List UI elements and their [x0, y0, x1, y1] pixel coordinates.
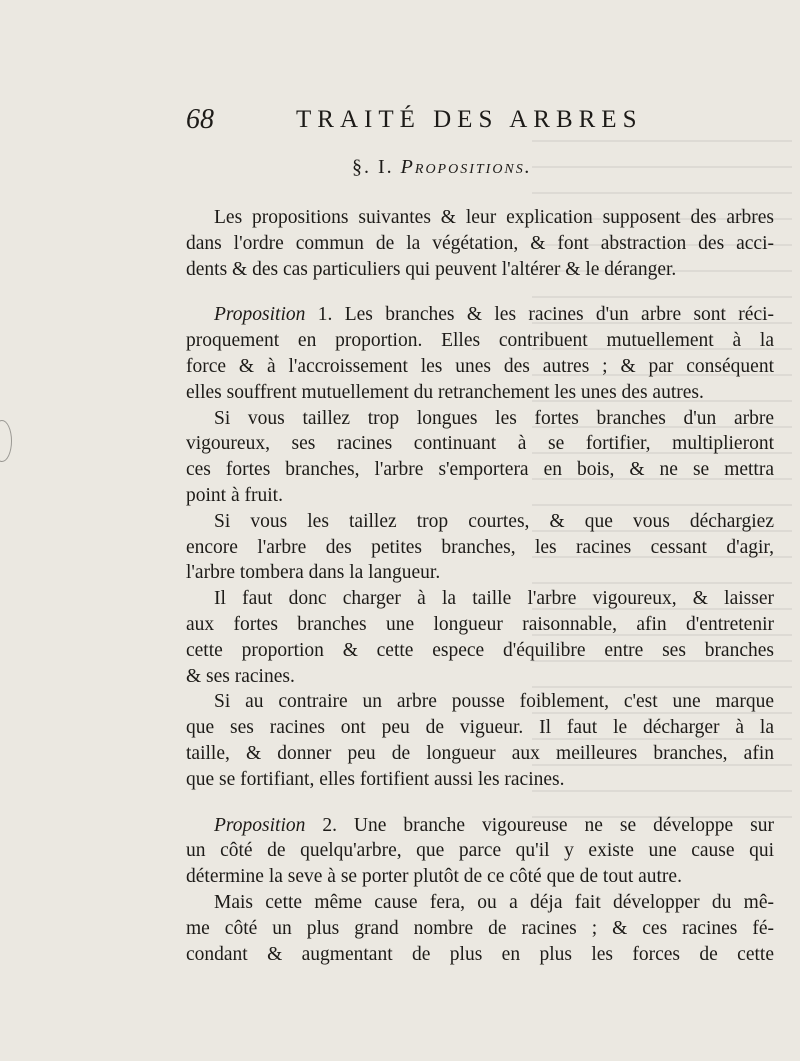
text-line: Mais cette même cause fera, ou a déja fait développer du mê- — [214, 891, 774, 913]
text-line: Si vous les taillez trop courtes, & que vous déchargiez — [214, 510, 774, 532]
text-fragment: Une branche vigoureuse ne se développe sur — [336, 814, 774, 836]
text-line: point à fruit. — [186, 484, 283, 506]
text-line: proquement en proportion. Elles contribuent mutuellement à la — [186, 330, 774, 352]
section-heading — [352, 156, 532, 179]
text-line: Les propositions suivantes & leur explication supposent des arbres — [214, 207, 774, 228]
proposition-label: Proposition — [214, 304, 306, 326]
body-text — [186, 205, 774, 967]
page-number: 68 — [186, 104, 214, 135]
text-line: dents & des cas particuliers qui peuvent l'altérer & le déranger. — [186, 258, 677, 280]
text-line: que ses racines ont peu de vigueur. Il faut le décharger à la — [186, 717, 774, 739]
text-fragment: Les branches & les racines d'un arbre sont réci- — [332, 304, 775, 326]
proposition-label: Proposition — [214, 814, 306, 836]
text-line: encore l'arbre des petites branches, les racines cessant d'agir, — [186, 536, 774, 558]
running-title: TRAITÉ DES ARBRES — [296, 106, 643, 133]
text-line: taille, & donner peu de longueur aux meilleures branches, afin — [186, 742, 774, 764]
text-line — [186, 813, 774, 839]
text-line: elles souffrent mutuellement du retranchement les unes des autres. — [186, 381, 704, 403]
text-line: Si vous taillez trop longues les fortes branches d'un arbre — [214, 407, 774, 429]
proposition-number: 2. — [322, 814, 337, 836]
text-line: Il faut donc charger à la taille l'arbre vigoureux, & laisser — [214, 588, 774, 610]
text-line: aux fortes branches une longueur raisonnable, afin d'entretenir — [186, 613, 774, 635]
text-line: un côté de quelqu'arbre, que parce qu'il y existe une cause qui — [186, 840, 774, 862]
text-line: l'arbre tombera dans la langueur. — [186, 562, 441, 584]
text-line: cette proportion & cette espece d'équilibre entre ses branches — [186, 639, 774, 661]
text-line: Si au contraire un arbre pousse foiblement, c'est une marque — [214, 691, 774, 713]
section-number: §. I. — [352, 156, 394, 178]
text-line: dans l'ordre commun de la végétation, & font abstraction des acci- — [186, 232, 774, 254]
page-edge-mark — [0, 420, 12, 462]
text-line: détermine la seve à se porter plutôt de ce côté que de tout autre. — [186, 866, 682, 888]
section-title: Propositions. — [400, 156, 532, 178]
text-line: me côté un plus grand nombre de racines ; & ces racines fé- — [186, 917, 774, 939]
running-header — [186, 104, 686, 144]
text-line: & ses racines. — [186, 665, 295, 687]
proposition-number: 1. — [317, 304, 333, 326]
text-line: que se fortifiant, elles fortifient aussi les racines. — [186, 768, 565, 790]
text-line: vigoureux, ses racines continuant à se fortifier, multiplieront — [186, 433, 774, 455]
text-line — [186, 302, 774, 328]
text-line: ces fortes branches, l'arbre s'emportera en bois, & ne se mettra — [186, 459, 774, 481]
text-line: condant & augmentant de plus en plus les forces de cette — [186, 943, 774, 965]
text-line: force & à l'accroissement les unes des autres ; & par conséquent — [186, 355, 774, 377]
